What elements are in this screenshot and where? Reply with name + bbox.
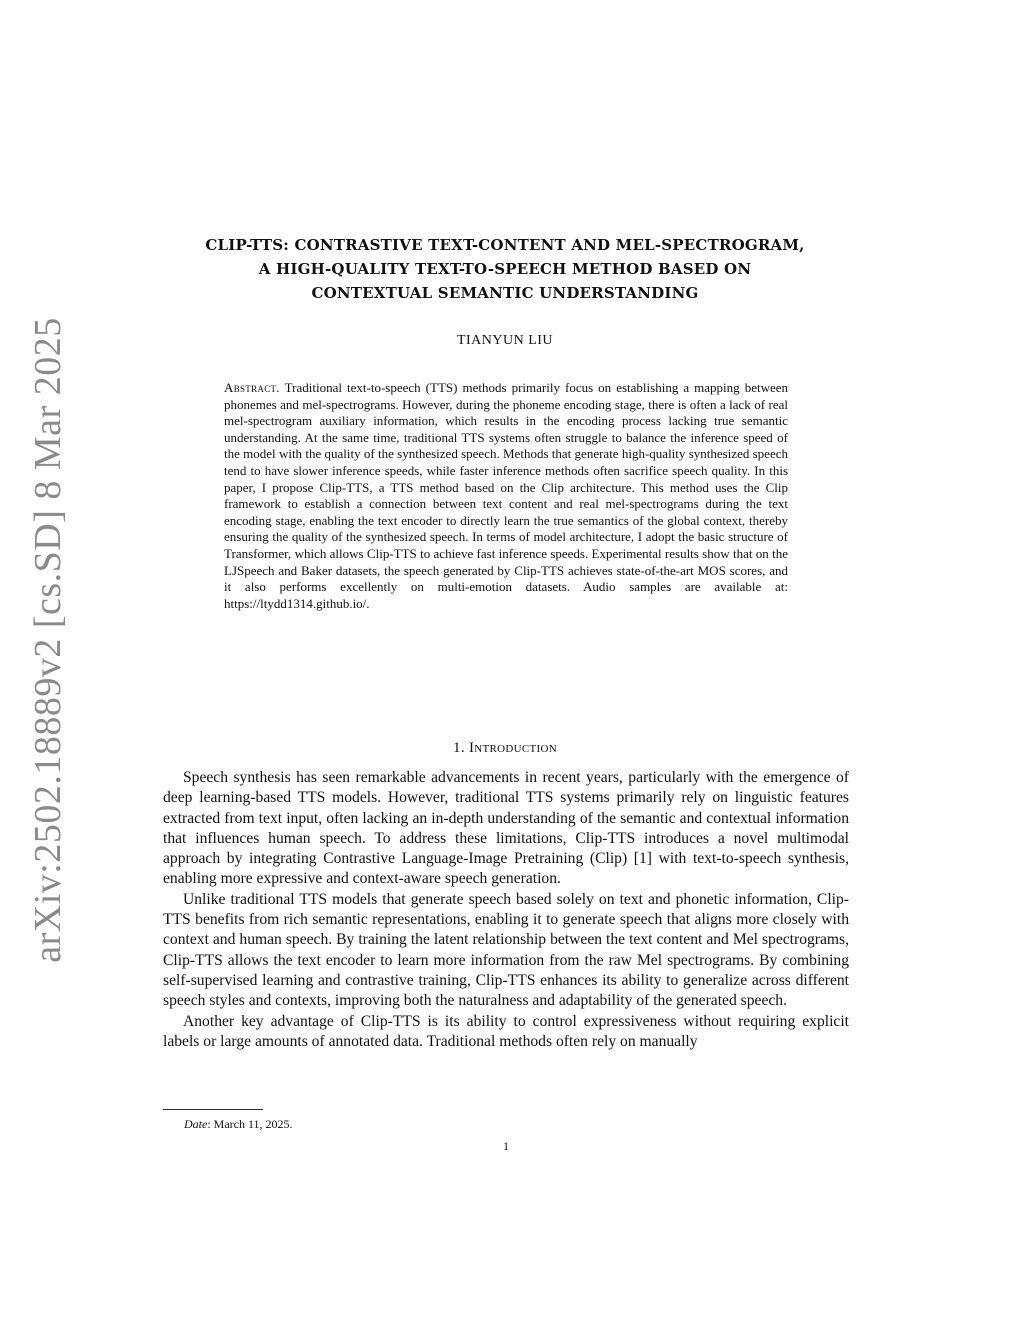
abstract-text: Traditional text-to-speech (TTS) methods primarily focus on establishing a mapping between phonemes and mel-spectrograms. However, during the phoneme encoding stage, there is often a lack of real mel-spectrogram auxiliary information, which results in the encoding process lacking true semantic understanding. At the same time, traditional TTS systems often struggle to balance the inference speed of the model with the quality of the synthesized speech. Methods that generate high-quality synthesized speech tend to have slower inference speeds, while faster inference methods often sacrifice speech quality. In this paper, I propose Clip-TTS, a TTS method based on the Clip architecture. This method uses the Clip framework to establish a connection between text content and real mel-spectrograms during the text encoding stage, enabling the text encoder to directly learn the true semantics of the global context, thereby ensuring the quality of the synthesized speech. In terms of model architecture, I adopt the basic structure of Transformer, which allows Clip-TTS to achieve fast inference speeds. Experimental results show that on the LJSpeech and Baker datasets, the speech generated by Clip-TTS achieves state-of-the-art MOS scores, and it also performs excellently on multi-emotion datasets. Audio samples are available at: https://ltydd1314.github.io/.	[224, 380, 789, 611]
footnote-divider	[163, 1109, 263, 1110]
body-paragraph: Speech synthesis has seen remarkable advancements in recent years, particularly with the emergence of deep learning-based TTS models. However, traditional TTS systems primarily rely on linguistic features extracted from text input, often lacking an in-depth understanding of the semantic and contextual information that influences human speech. To address these limitations, Clip-TTS introduces a novel multimodal approach by integrating Contrastive Language-Image Pretraining (Clip) [1] with text-to-speech synthesis, enabling more expressive and context-aware speech generation.	[163, 769, 849, 888]
footnote-value: : March 11, 2025.	[207, 1117, 293, 1131]
title-line: CLIP-TTS: CONTRASTIVE TEXT-CONTENT AND MEL-SPECTROGRAM,	[205, 236, 805, 254]
body-paragraph: Another key advantage of Clip-TTS is its ability to control expressiveness without requiring explicit labels or large amounts of annotated data. Traditional methods often rely on manually	[163, 1012, 849, 1050]
title-line: CONTEXTUAL SEMANTIC UNDERSTANDING	[311, 284, 699, 302]
paper-title	[150, 233, 860, 305]
abstract-label: Abstract.	[224, 380, 280, 395]
section-title: Introduction	[468, 740, 557, 756]
page-number: 1	[503, 1139, 509, 1153]
title-line: A HIGH-QUALITY TEXT-TO-SPEECH METHOD BASED ON	[258, 260, 752, 278]
body-paragraph: Unlike traditional TTS models that generate speech based solely on text and phonetic information, Clip-TTS benefits from rich semantic representations, enabling it to generate speech that aligns more closely with context and human speech. By training the latent relationship between the text content and Mel spectrograms, Clip-TTS allows the text encoder to learn more information from the raw Mel spectrograms. By combining self-supervised learning and contrastive training, Clip-TTS enhances its ability to generalize across different speech styles and contexts, improving both the naturalness and adaptability of the generated speech.	[163, 890, 849, 1010]
footnote-label: Date	[184, 1117, 208, 1131]
abstract	[224, 380, 788, 612]
date-footnote	[184, 1117, 293, 1132]
section-number: 1.	[453, 740, 465, 756]
arxiv-identifier-stamp: arXiv:2502.18889v2 [cs.SD] 8 Mar 2025	[27, 317, 69, 963]
section-heading	[0, 740, 1010, 757]
introduction-body	[163, 768, 849, 1052]
author-name: TIANYUN LIU	[456, 333, 554, 348]
